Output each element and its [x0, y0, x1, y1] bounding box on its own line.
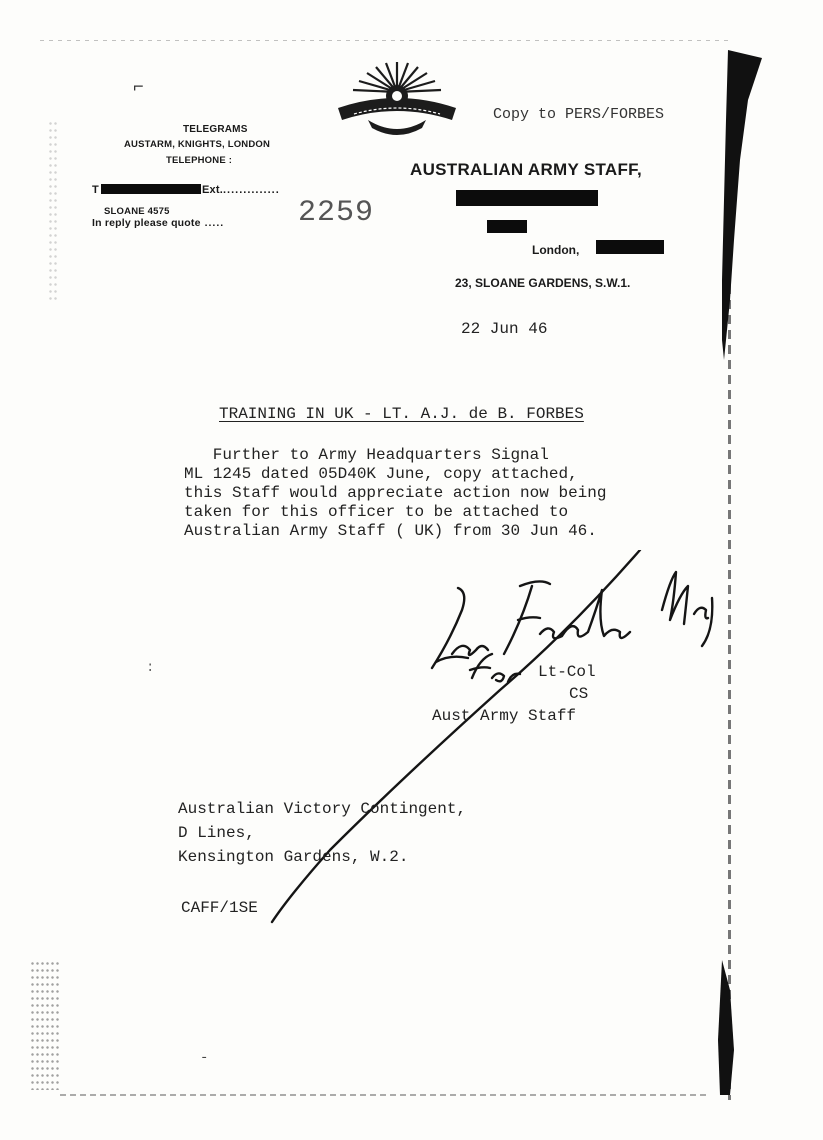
street-address: 23, SLOANE GARDENS, S.W.1.	[455, 276, 631, 290]
body-line: ML 1245 dated 05D40K June, copy attached,	[184, 465, 578, 483]
scan-edge-bottom	[60, 1094, 710, 1096]
signatory-rank: Lt-Col	[538, 663, 596, 681]
telegrams-address: AUSTARM, KNIGHTS, LONDON	[124, 139, 271, 150]
letter-date: 22 Jun 46	[461, 320, 548, 338]
telephone-label: TELEPHONE :	[166, 155, 233, 166]
scan-speckle-left	[30, 960, 60, 1090]
redaction-address-line-1	[456, 190, 598, 206]
telegrams-label: TELEGRAMS	[183, 124, 248, 135]
reply-quote-label: In reply please quote .....	[92, 217, 225, 229]
addressee-line: Kensington Gardens, W.2.	[178, 848, 409, 866]
rising-sun-badge-icon	[334, 58, 460, 136]
signature-for	[470, 672, 495, 688]
copy-to-note: Copy to PERS/FORBES	[493, 106, 665, 123]
letter-body	[184, 446, 606, 541]
city: London,	[532, 243, 580, 257]
letter-subject: TRAINING IN UK - LT. A.J. de B. FORBES	[219, 405, 584, 423]
addressee-line: D Lines,	[178, 824, 255, 842]
redaction-postcode	[596, 240, 664, 254]
reference-number: 2259	[298, 196, 375, 230]
scan-edge-top	[40, 40, 730, 41]
redaction-telephone	[101, 184, 201, 194]
organisation-name: AUSTRALIAN ARMY STAFF,	[410, 160, 642, 179]
margin-mark: ⌐	[133, 78, 144, 98]
body-line: this Staff would appreciate action now being	[184, 484, 607, 502]
signature-icon	[200, 550, 720, 940]
addressee-line: Australian Victory Contingent,	[178, 800, 467, 818]
margin-mark: -	[200, 1050, 209, 1066]
telephone-number: SLOANE 4575	[104, 206, 170, 217]
body-line: taken for this officer to be attached to	[184, 503, 569, 521]
body-line: Further to Army Headquarters Signal	[184, 446, 549, 464]
redaction-address-line-2	[487, 220, 527, 233]
body-line: Australian Army Staff ( UK) from 30 Jun 46.	[184, 522, 597, 540]
scan-speckle-margin	[48, 120, 58, 300]
addressee-block	[178, 797, 466, 869]
margin-mark: :	[146, 660, 155, 676]
signatory-org: Aust Army Staff	[432, 707, 577, 725]
signatory-role: CS	[569, 685, 589, 703]
telephone-prefix: T	[92, 184, 99, 196]
telephone-ext-label: Ext...............	[202, 184, 280, 196]
file-reference: CAFF/1SE	[181, 899, 258, 917]
